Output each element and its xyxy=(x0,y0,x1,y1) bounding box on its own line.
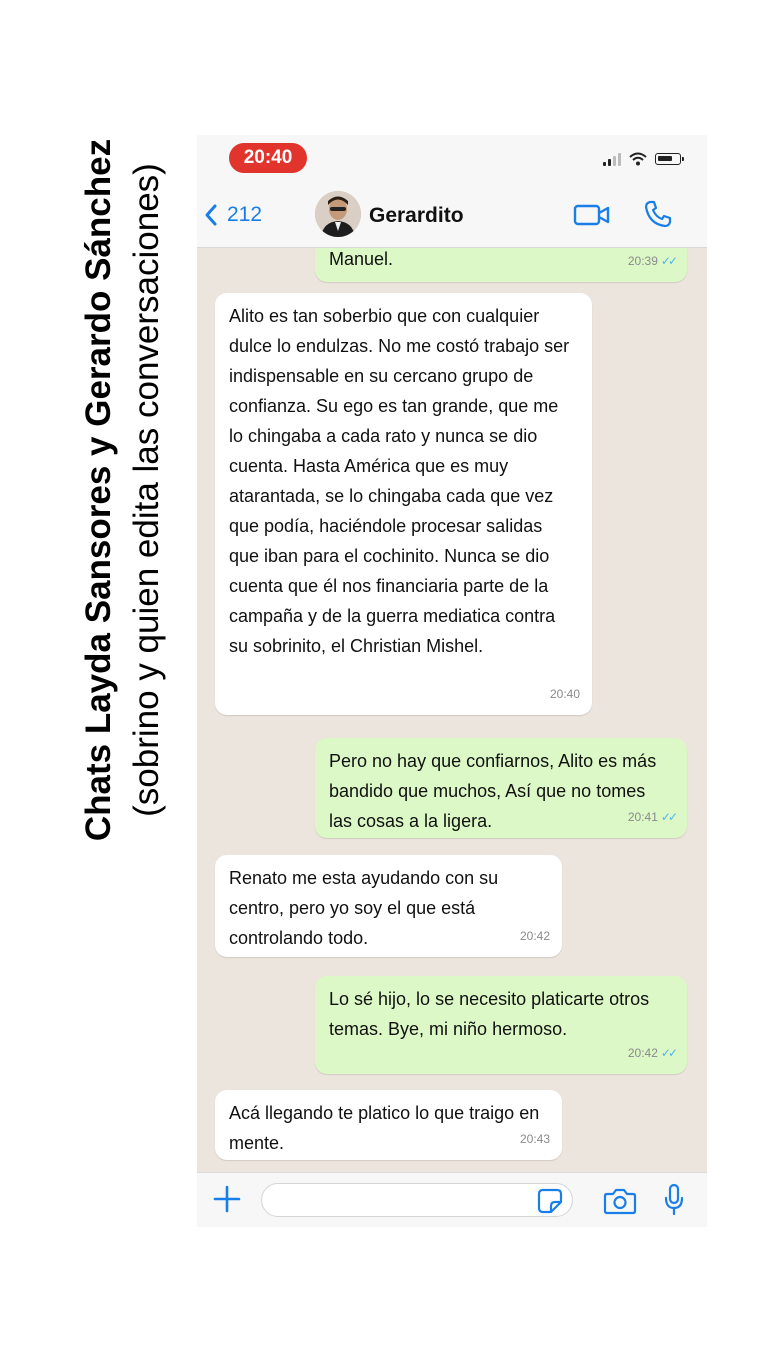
status-bar xyxy=(197,135,707,183)
message-meta xyxy=(520,921,550,951)
message-text: Alito es tan soberbio que con cualquier dulce lo endulzas. No me costó trabajo ser indispensable en su cercano grupo de confianza. Su ego es tan grande, que me lo chingaba a cada rato y nunca se dio cuenta. Hasta América que es muy atarantada, se lo chingaba cada que vez que podía, haciéndole procesar salidas que iban para el cochinito. Nunca se dio cuenta que él nos financiaria parte de la campaña y de la guerra mediatica contra su sobrinito, el Christian Mishel. xyxy=(229,306,570,656)
microphone-icon[interactable] xyxy=(663,1183,685,1217)
message-input[interactable] xyxy=(261,1183,573,1217)
caption-subtitle: (sobrino y quien edita las conversaciones) xyxy=(127,163,166,817)
chat-area[interactable] xyxy=(197,248,707,1172)
message-meta xyxy=(628,1038,675,1068)
signal-icon xyxy=(603,152,621,166)
phone-screen xyxy=(197,135,707,1227)
sticker-icon[interactable] xyxy=(537,1188,563,1214)
read-ticks-icon: ✓✓ xyxy=(660,810,675,824)
battery-icon xyxy=(655,153,681,165)
status-time: 20:40 xyxy=(229,143,307,173)
message-bubble-incoming[interactable] xyxy=(215,1090,562,1160)
back-count: 212 xyxy=(227,203,263,226)
message-bubble-incoming[interactable] xyxy=(215,293,592,715)
phone-call-icon[interactable] xyxy=(643,199,673,229)
avatar-image xyxy=(315,191,361,237)
message-meta xyxy=(550,679,580,709)
message-time: 20:39 xyxy=(627,254,658,268)
plus-icon[interactable] xyxy=(211,1183,243,1215)
message-bubble-outgoing[interactable] xyxy=(315,976,687,1074)
message-time: 20:42 xyxy=(519,929,550,943)
message-text: Pero no hay que confiarnos, Alito es más bandido que muchos, Así que no tomes las cosas a la ligera. xyxy=(329,751,657,831)
message-text: Acá llegando te platico lo que traigo en mente. xyxy=(229,1103,540,1153)
read-ticks-icon: ✓✓ xyxy=(660,1046,675,1060)
message-bubble-outgoing[interactable] xyxy=(315,738,687,838)
chat-header xyxy=(197,183,707,248)
message-time: 20:43 xyxy=(519,1132,550,1146)
camera-icon[interactable] xyxy=(603,1186,637,1216)
read-ticks-icon: ✓✓ xyxy=(660,254,675,268)
message-time: 20:42 xyxy=(627,1046,658,1060)
message-meta xyxy=(628,802,675,832)
contact-name[interactable]: Gerardito xyxy=(369,204,464,227)
message-time: 20:40 xyxy=(549,687,580,701)
caption xyxy=(75,95,185,885)
wifi-icon xyxy=(629,152,647,166)
message-bubble-incoming[interactable] xyxy=(215,855,562,957)
back-button[interactable] xyxy=(203,199,262,231)
message-time: 20:41 xyxy=(627,810,658,824)
message-meta xyxy=(520,1124,550,1154)
status-icons xyxy=(603,151,681,167)
message-text: Lo sé hijo, lo se necesito platicarte otros temas. Bye, mi niño hermoso. xyxy=(329,989,650,1039)
message-text: Manuel. xyxy=(329,249,394,269)
avatar[interactable] xyxy=(315,191,361,237)
message-meta xyxy=(628,248,675,276)
message-bubble-outgoing[interactable] xyxy=(315,248,687,282)
input-bar xyxy=(197,1172,707,1227)
message-text: Renato me esta ayudando con su centro, pero yo soy el que está controlando todo. xyxy=(229,868,499,948)
chevron-left-icon xyxy=(203,203,219,227)
video-call-icon[interactable] xyxy=(573,203,611,227)
caption-title: Chats Layda Sansores y Gerardo Sánchez xyxy=(79,138,118,842)
